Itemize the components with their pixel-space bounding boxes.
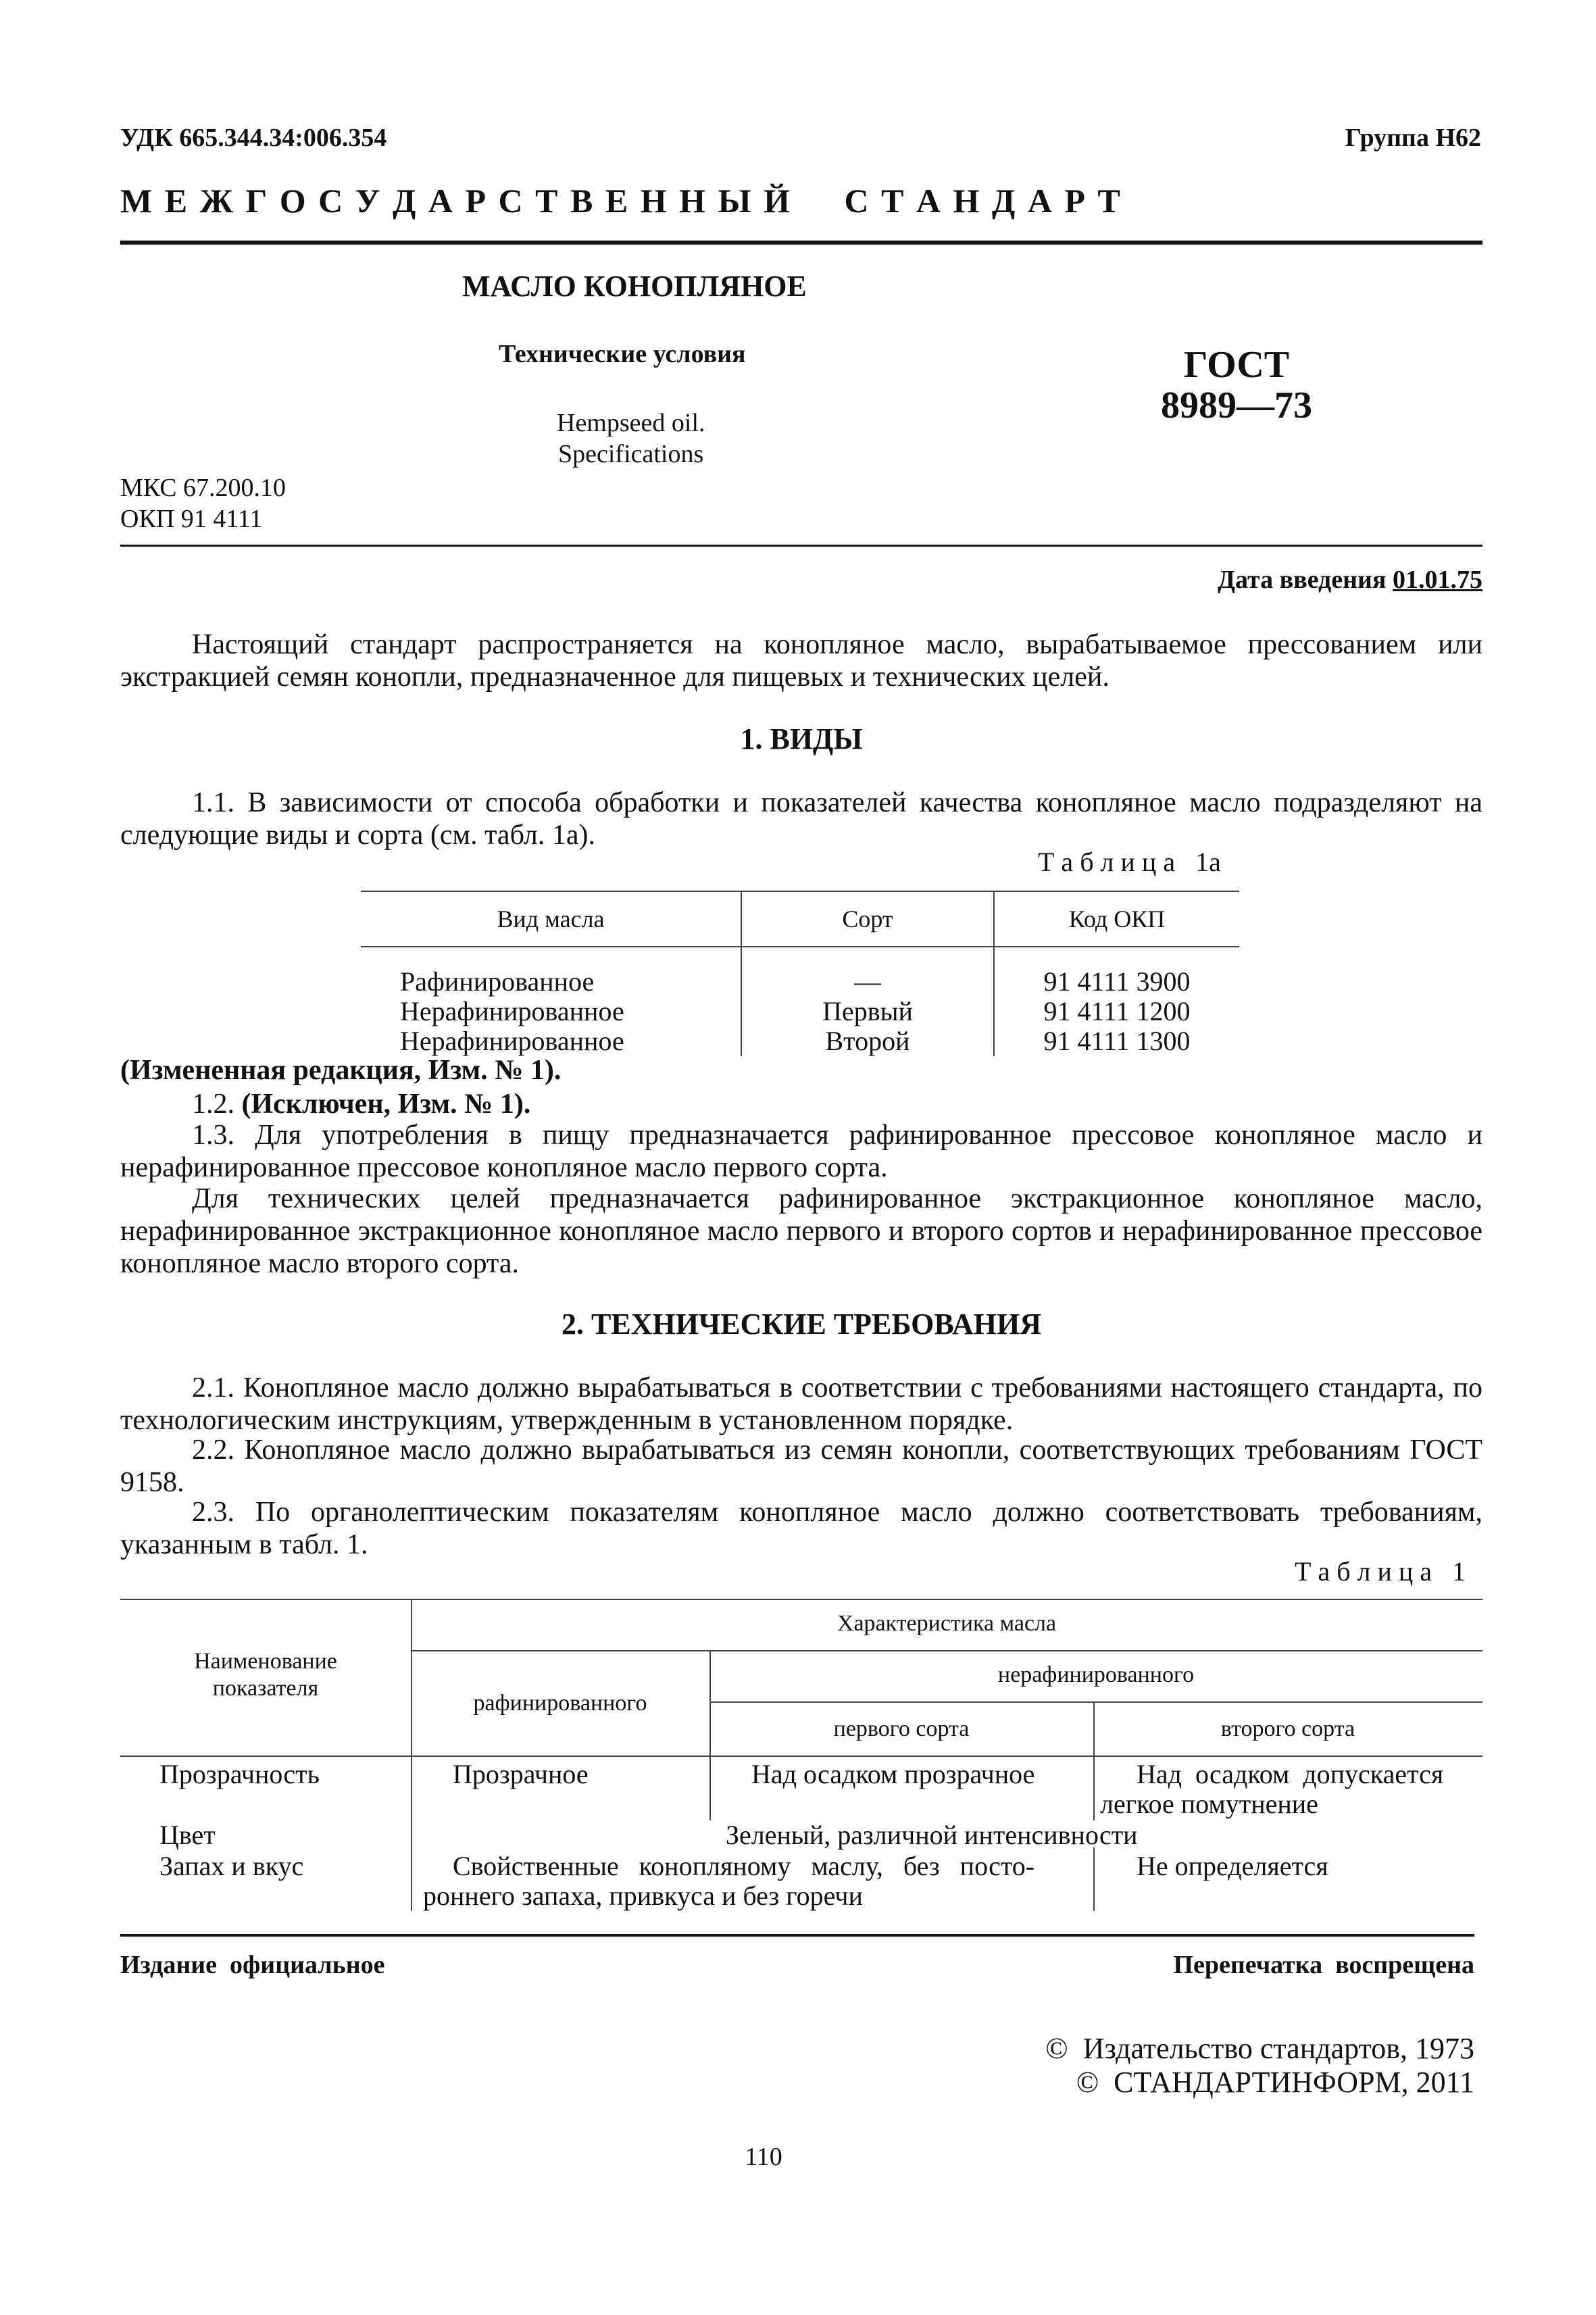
- para-2-1: 2.1. Конопляное масло должно вырабатываться в соответствии с требованиями настоящего стандарта, по технологическим инструкциям, утвержденным в установленном порядке.: [120, 1372, 1482, 1436]
- para-2-3: 2.3. По органолептическим показателям конопляное масло должно соответствовать требованиям, указанным в табл. 1.: [120, 1497, 1482, 1560]
- table-1-col-divider: [1093, 1847, 1095, 1911]
- group-code: Группа Н62: [1345, 124, 1481, 152]
- intro-paragraph: Настоящий стандарт распространяется на конопляное масло, вырабатываемое прессованием или экстракцией семян конопли, предназначенное для пищевых и технических целей.: [120, 629, 1482, 693]
- table-1a-cell: 91 4111 3900: [1043, 966, 1191, 997]
- table-1a-cell: Нерафинированное: [361, 1026, 741, 1056]
- table-row: [361, 1026, 1239, 1056]
- table-1-r1-second-line1: Над осадком допускается: [1137, 1759, 1444, 1789]
- table-1-r3-second: Не определяется: [1137, 1851, 1328, 1881]
- mks-code: МКС 67.200.10: [120, 474, 286, 502]
- table-1a-cell: —: [741, 967, 994, 997]
- table-1a-cell: 91 4111 1300: [1043, 1026, 1191, 1056]
- doc-title: МАСЛО КОНОПЛЯНОЕ: [462, 270, 807, 303]
- gost-number: 8989—73: [1161, 384, 1312, 426]
- title-rule: [120, 545, 1482, 547]
- para-1-2-text: (Исключен, Изм. № 1).: [241, 1089, 531, 1120]
- table-1-top-border: [120, 1599, 1482, 1600]
- table-1-r3-value-line1: Свойственные конопляному маслу, без посто-: [453, 1851, 1035, 1881]
- intro-date: [1218, 565, 1482, 595]
- table-1-col-divider: [709, 1756, 711, 1820]
- table-1-header-unrefined: нерафинированного: [997, 1662, 1195, 1687]
- table-1-col-divider: [411, 1599, 412, 1911]
- table-1-r1-first: Над осадком прозрачное: [751, 1759, 1035, 1789]
- table-1-r2-value: Зеленый, различной интенсивности: [726, 1820, 1138, 1850]
- section1-heading: 1. ВИДЫ: [740, 722, 863, 755]
- table-1a: [361, 891, 1239, 1056]
- official-edition: Издание официальное: [120, 1951, 385, 1979]
- para-1-3: 1.3. Для употребления в пищу предназначается рафинированное прессовое конопляное масло и нерафинированное прессовое конопляное масло первого сорта.: [120, 1120, 1482, 1183]
- reprint-prohibited: Перепечатка воспрещена: [1173, 1951, 1474, 1979]
- table-1-header-second-grade: второго сорта: [1220, 1716, 1355, 1741]
- para-1-1: 1.1. В зависимости от способа обработки и показателей качества конопляное масло подразделяют на следующие виды и сорта (см. табл. 1а).: [120, 787, 1482, 851]
- doc-subtitle: Технические условия: [499, 340, 746, 368]
- table-1a-caption: Т а б л и ц а 1а: [1038, 847, 1221, 877]
- table-1a-cell: Первый: [741, 997, 994, 1026]
- table-1-r1-refined: Прозрачное: [453, 1759, 589, 1789]
- table-1-header-name-2: показателя: [212, 1676, 319, 1701]
- standard-banner: М Е Ж Г О С У Д А Р С Т В Е Н Н Ы Й С Т А Н Д А Р Т: [120, 182, 1122, 220]
- table-1a-header-grade: Сорт: [741, 891, 994, 947]
- table-1-header-name-1: Наименование: [194, 1649, 337, 1674]
- english-title-line2: Specifications: [558, 440, 704, 468]
- table-1-header-divider: [411, 1650, 1482, 1651]
- table-row: [361, 967, 1239, 997]
- revision-note: (Измененная редакция, Изм. № 1).: [120, 1055, 562, 1086]
- table-1a-cell: 91 4111 1200: [1043, 996, 1191, 1026]
- para-1-2-number: 1.2.: [192, 1089, 234, 1120]
- para-1-3-technical: Для технических целей предназначается рафинированное экстракционное конопляное масло, нерафинированное экстракционное конопляное масло первого и второго сортов и нерафинированное прессовое конопляное масло второго сорта.: [120, 1183, 1482, 1279]
- para-2-2: 2.2. Конопляное масло должно вырабатываться из семян конопли, соответствующих требованиям ГОСТ 9158.: [120, 1435, 1482, 1498]
- table-1a-cell: Рафинированное: [361, 967, 741, 997]
- table-1a-header-type: Вид масла: [361, 891, 741, 947]
- table-1-r3-name: Запах и вкус: [159, 1851, 304, 1881]
- table-1-r2-name: Цвет: [159, 1820, 216, 1850]
- udk-code: УДК 665.344.34:006.354: [120, 124, 387, 152]
- table-1-header-first-grade: первого сорта: [833, 1716, 970, 1741]
- intro-date-label: Дата введения: [1217, 566, 1387, 594]
- footer-rule: [120, 1934, 1474, 1937]
- top-rule: [120, 241, 1482, 245]
- table-1-header-refined: рафинированного: [473, 1691, 647, 1716]
- english-title-line1: Hempseed oil.: [557, 409, 705, 437]
- copyright-2011: © СТАНДАРТИНФОРМ, 2011: [1076, 2066, 1474, 2099]
- table-1-r3-value-line2: роннего запаха, привкуса и без горечи: [423, 1881, 863, 1911]
- table-1-caption: Т а б л и ц а 1: [1295, 1556, 1466, 1587]
- section2-heading: 2. ТЕХНИЧЕСКИЕ ТРЕБОВАНИЯ: [562, 1308, 1041, 1341]
- intro-date-value: 01.01.75: [1393, 566, 1482, 594]
- para-1-2: [192, 1088, 530, 1120]
- table-row: [361, 997, 1239, 1026]
- gost-label: ГОСТ: [1183, 344, 1290, 386]
- table-1-header-bottom: [120, 1756, 1482, 1757]
- table-1-r1-second-line2: легкое помутнение: [1100, 1789, 1318, 1819]
- table-1a-cell: Второй: [741, 1026, 994, 1056]
- table-1-subheader-divider: [709, 1701, 1482, 1703]
- table-1-header-characteristic: Характеристика масла: [837, 1611, 1057, 1636]
- page-number: 110: [745, 2143, 782, 2171]
- copyright-1973: © Издательство стандартов, 1973: [1045, 2032, 1474, 2065]
- table-1a-header-code: Код ОКП: [1068, 905, 1166, 932]
- okp-code: ОКП 91 4111: [120, 505, 263, 533]
- table-1-r1-name: Прозрачность: [159, 1759, 320, 1789]
- table-1a-cell: Нерафинированное: [361, 997, 741, 1026]
